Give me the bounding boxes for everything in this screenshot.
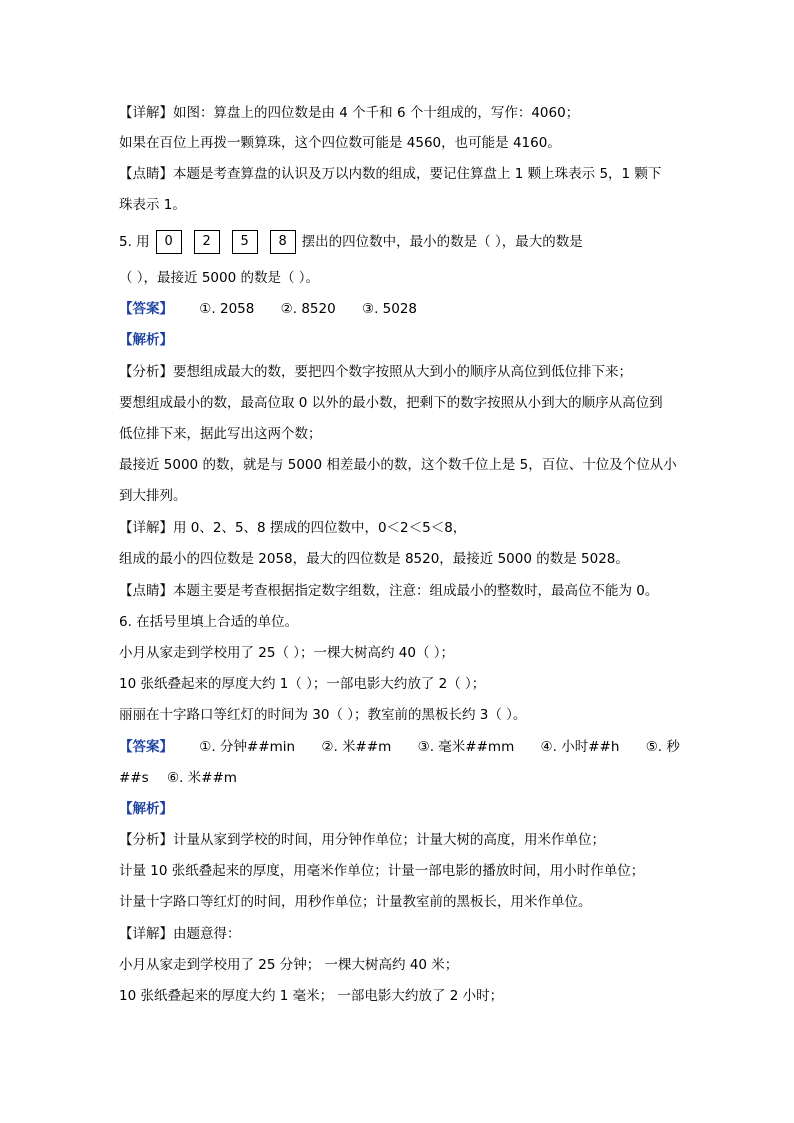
digit-card: 8 (270, 230, 296, 254)
text-line: 到大排列。 (119, 488, 187, 504)
answer-item: ⑥. 米##m (166, 770, 237, 786)
digit-card: 0 (156, 230, 182, 254)
text-line: 要想组成最小的数，最高位取 0 以外的最小数，把剩下的数字按照从小到大的顺序从高位到 (119, 395, 663, 411)
question-6: 6. 在括号里填上合适的单位。 (119, 614, 299, 630)
answer-row (119, 299, 439, 319)
question-5-suffix: 摆出的四位数中，最小的数是（ ），最大的数是 (301, 234, 583, 250)
analysis-tag: 【解析】 (119, 801, 173, 817)
text-line: 【详解】如图：算盘上的四位数是由 4 个千和 6 个十组成的，写作：4060； (119, 105, 580, 121)
text-line: 如果在百位上再拨一颗算珠，这个四位数可能是 4560，也可能是 4160。 (119, 135, 561, 151)
text-line: 最接近 5000 的数，就是与 5000 相差最小的数，这个数千位上是 5，百位、十位及个位从小 (119, 457, 677, 473)
text-line: 小月从家走到学校用了 25 分钟； 一棵大树高约 40 米； (119, 957, 459, 973)
text-line: 珠表示 1。 (119, 197, 186, 213)
text-line: 【点睛】本题是考查算盘的认识及万以内数的组成，要记住算盘上 1 颗上珠表示 5，1 颗下 (119, 166, 662, 182)
text-line: 【分析】要想组成最大的数，要把四个数字按照从大到小的顺序从高位到低位排下来； (119, 364, 632, 380)
analysis-tag: 【解析】 (119, 332, 173, 348)
digit-card: 2 (194, 230, 220, 254)
text-line: 【详解】由题意得： (119, 926, 241, 942)
answer-tag: 【答案】 (119, 739, 173, 755)
answer-item: ①. 分钟##min (199, 739, 296, 755)
text-line: 低位排下来，据此写出这两个数； (119, 426, 322, 442)
text-line: 计量十字路口等红灯的时间，用秒作单位；计量教室前的黑板长，用米作单位。 (119, 894, 592, 910)
text-line: 丽丽在十字路口等红灯的时间为 30（ ）；教室前的黑板长约 3（ ）。 (119, 707, 527, 723)
text-line: 小月从家走到学校用了 25（ ）；一棵大树高约 40（ ）； (119, 645, 455, 661)
text-line: 【分析】计量从家到学校的时间，用分钟作单位；计量大树的高度，用米作单位； (119, 832, 605, 848)
question-5 (119, 230, 583, 254)
answer-item: ⑤. 秒 (645, 739, 680, 755)
answer-item: ②. 8520 (280, 301, 336, 317)
digit-card: 5 (232, 230, 258, 254)
text-line: 【点睛】本题主要是考查根据指定数字组数，注意：组成最小的整数时，最高位不能为 0。 (119, 583, 659, 599)
answer-item: ##s (119, 770, 149, 786)
answer-item: ①. 2058 (199, 301, 255, 317)
answer-item: ③. 5028 (361, 301, 418, 317)
answer-item: ④. 小时##h (540, 739, 620, 755)
text-line: 10 张纸叠起来的厚度大约 1 毫米； 一部电影大约放了 2 小时； (119, 988, 504, 1004)
answer-row-continued (119, 768, 237, 788)
answer-item: ③. 毫米##mm (417, 739, 515, 755)
text-line: 10 张纸叠起来的厚度大约 1（ ）；一部电影大约放了 2（ ）； (119, 676, 486, 692)
text-line: 计量 10 张纸叠起来的厚度，用毫米作单位；计量一部电影的播放时间，用小时作单位； (119, 863, 645, 879)
answer-tag: 【答案】 (119, 301, 173, 317)
text-line: 【详解】用 0、2、5、8 摆成的四位数中，0＜2＜5＜8， (119, 520, 467, 536)
answer-item: ②. 米##m (321, 739, 392, 755)
text-line: （ ），最接近 5000 的数是（ ）。 (119, 270, 320, 286)
text-line: 组成的最小的四位数是 2058，最大的四位数是 8520，最接近 5000 的数是 5028。 (119, 551, 629, 567)
question-5-prefix: 5. 用 (119, 234, 150, 250)
answer-row (119, 737, 702, 757)
